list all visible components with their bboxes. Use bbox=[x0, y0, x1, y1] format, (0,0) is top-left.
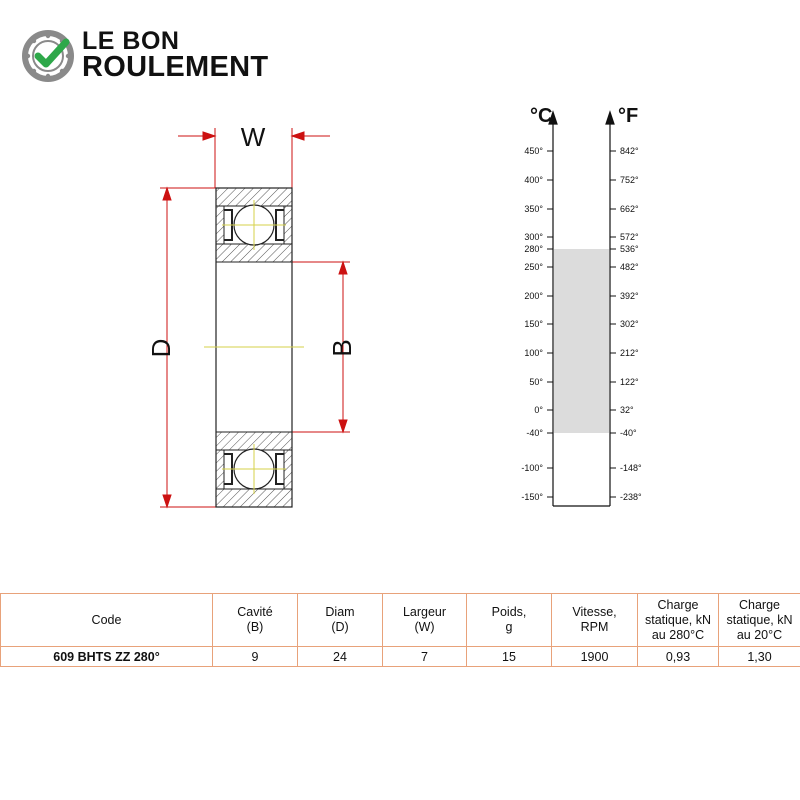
table-header-row bbox=[1, 594, 800, 647]
header-line: Charge bbox=[657, 597, 699, 612]
weight-cell: 15 bbox=[467, 647, 552, 667]
check-bearing-icon bbox=[22, 28, 78, 84]
static-load-280-cell: 0,93 bbox=[638, 647, 719, 667]
header-line: Cavité bbox=[237, 605, 273, 619]
speed-cell: 1900 bbox=[552, 647, 638, 667]
fahrenheit-tick-label: -40° bbox=[620, 428, 637, 438]
header-line: au 20°C bbox=[736, 627, 783, 642]
scale-tick bbox=[524, 146, 639, 156]
scale-tick bbox=[521, 492, 642, 502]
diameter-header bbox=[298, 594, 383, 647]
celsius-unit-label: °C bbox=[530, 105, 553, 127]
header-line: Diam bbox=[325, 605, 355, 619]
celsius-tick-label: 450° bbox=[524, 146, 543, 156]
scale-tick bbox=[521, 463, 642, 473]
celsius-tick-label: -40° bbox=[526, 428, 543, 438]
bore-label: B bbox=[327, 339, 357, 357]
fahrenheit-tick-label: 392° bbox=[620, 291, 639, 301]
code-header bbox=[1, 594, 213, 647]
fahrenheit-tick-label: 572° bbox=[620, 232, 639, 242]
header-line: RPM bbox=[580, 620, 609, 634]
celsius-tick-label: 50° bbox=[529, 377, 543, 387]
brand-logo bbox=[22, 26, 302, 88]
fahrenheit-tick-label: 212° bbox=[620, 348, 639, 358]
operating-range-fill bbox=[554, 249, 609, 433]
header-line: Code bbox=[91, 612, 122, 627]
bearing-cross-section-drawing bbox=[0, 100, 420, 520]
weight-header bbox=[467, 594, 552, 647]
scale-tick bbox=[524, 204, 639, 214]
celsius-tick-label: 250° bbox=[524, 262, 543, 272]
scale-tick bbox=[524, 232, 639, 242]
fahrenheit-tick-label: 302° bbox=[620, 319, 639, 329]
celsius-tick-label: 0° bbox=[534, 405, 543, 415]
specifications-table bbox=[0, 593, 800, 667]
celsius-tick-label: 100° bbox=[524, 348, 543, 358]
width-label: W bbox=[240, 122, 266, 152]
celsius-tick-label: -150° bbox=[521, 492, 543, 502]
fahrenheit-tick-label: 752° bbox=[620, 175, 639, 185]
code-cell: 609 BHTS ZZ 280° bbox=[1, 647, 213, 667]
celsius-tick-label: 300° bbox=[524, 232, 543, 242]
fahrenheit-tick-label: 32° bbox=[620, 405, 634, 415]
table-row bbox=[1, 647, 800, 667]
static-load-20-header bbox=[719, 594, 800, 647]
celsius-tick-label: 400° bbox=[524, 175, 543, 185]
static-load-20-cell: 1,30 bbox=[719, 647, 800, 667]
brand-name-line1: LE BON bbox=[82, 27, 180, 55]
speed-header bbox=[552, 594, 638, 647]
header-line: statique, kN bbox=[644, 612, 711, 627]
fahrenheit-unit-label: °F bbox=[618, 105, 639, 127]
fahrenheit-tick-label: 482° bbox=[620, 262, 639, 272]
operating-range-band bbox=[554, 249, 609, 433]
fahrenheit-tick-label: 122° bbox=[620, 377, 639, 387]
brand-name-line2: ROULEMENT bbox=[82, 51, 269, 83]
celsius-tick-label: 350° bbox=[524, 204, 543, 214]
celsius-tick-label: 150° bbox=[524, 319, 543, 329]
celsius-tick-label: 280° bbox=[524, 244, 543, 254]
outer-diameter-label: D bbox=[146, 338, 176, 358]
header-line: Largeur bbox=[402, 605, 447, 619]
header-line: (W) bbox=[414, 620, 435, 634]
header-line: Vitesse, bbox=[572, 605, 617, 619]
cavity-header bbox=[213, 594, 298, 647]
fahrenheit-tick-label: 842° bbox=[620, 146, 639, 156]
cavity-cell: 9 bbox=[213, 647, 298, 667]
header-line: au 280°C bbox=[651, 627, 705, 642]
fahrenheit-tick-label: -238° bbox=[620, 492, 642, 502]
static-load-280-header bbox=[638, 594, 719, 647]
diameter-cell: 24 bbox=[298, 647, 383, 667]
fahrenheit-tick-label: -148° bbox=[620, 463, 642, 473]
scale-tick bbox=[524, 175, 639, 185]
header-line: g bbox=[505, 620, 513, 634]
fahrenheit-tick-label: 662° bbox=[620, 204, 639, 214]
header-line: (D) bbox=[331, 620, 349, 634]
header-line: Poids, bbox=[491, 605, 527, 619]
fahrenheit-tick-label: 536° bbox=[620, 244, 639, 254]
celsius-tick-label: -100° bbox=[521, 463, 543, 473]
width-cell: 7 bbox=[383, 647, 467, 667]
header-line: (B) bbox=[246, 620, 264, 634]
celsius-tick-label: 200° bbox=[524, 291, 543, 301]
header-line: statique, kN bbox=[726, 612, 793, 627]
width-header bbox=[383, 594, 467, 647]
header-line: Charge bbox=[739, 597, 780, 612]
